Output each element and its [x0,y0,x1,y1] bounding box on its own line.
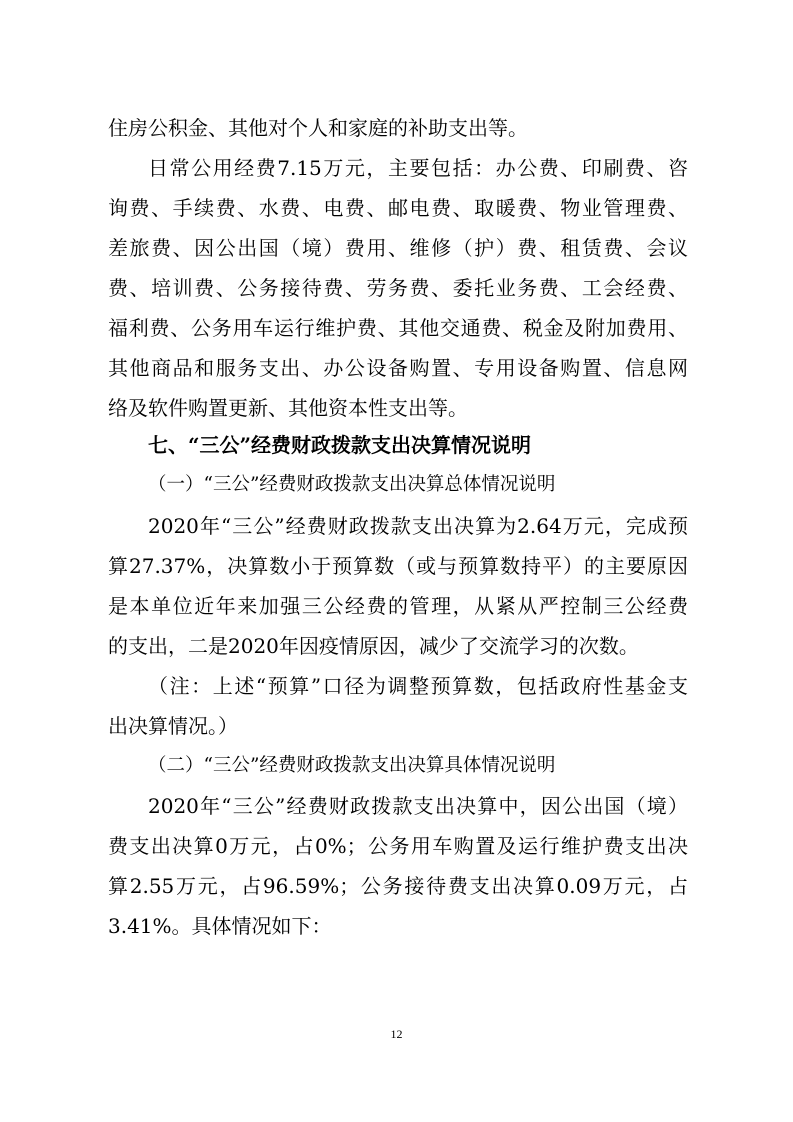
body-line: 络及软件购置更新、其他资本性支出等。 [108,396,468,420]
note-line: （注：上述“预算”口径为调整预算数，包括政府性基金支 [148,674,688,698]
note-line: 出决算情况。） [108,714,238,738]
subsection-heading: （一）“三公”经费财政拨款支出决算总体情况说明 [148,474,556,495]
body-line: 日常公用经费7.15万元，主要包括：办公费、印刷费、咨 [148,156,688,180]
body-line: 询费、手续费、水费、电费、邮电费、取暖费、物业管理费、 [108,196,688,220]
body-line: 福利费、公务用车运行维护费、其他交通费、税金及附加费用、 [108,316,688,340]
body-line: 算2.55万元，占96.59%；公务接待费支出决算0.09万元，占 [108,874,688,898]
body-line: 2020年“三公”经费财政拨款支出决算中，因公出国（境） [148,794,688,818]
page-number: 12 [390,1027,403,1041]
body-line: 是本单位近年来加强三公经费的管理，从紧从严控制三公经费 [108,594,688,618]
body-line: 费支出决算0万元，占0%；公务用车购置及运行维护费支出决 [108,834,688,858]
body-line: 2020年“三公”经费财政拨款支出决算为2.64万元，完成预 [148,514,688,538]
subsection-heading: （二）“三公”经费财政拨款支出决算具体情况说明 [148,755,556,776]
section-heading: 七、“三公”经费财政拨款支出决算情况说明 [148,433,532,457]
body-line: 费、培训费、公务接待费、劳务费、委托业务费、工会经费、 [108,276,688,300]
body-line: 差旅费、因公出国（境）费用、维修（护）费、租赁费、会议 [108,236,688,260]
body-line: 算27.37%，决算数小于预算数（或与预算数持平）的主要原因 [108,554,688,578]
body-line: 其他商品和服务支出、办公设备购置、专用设备购置、信息网 [108,356,688,380]
body-line: 3.41%。具体情况如下： [108,914,332,938]
body-line: 的支出，二是2020年因疫情原因，减少了交流学习的次数。 [108,634,639,658]
body-line: 住房公积金、其他对个人和家庭的补助支出等。 [108,116,528,140]
